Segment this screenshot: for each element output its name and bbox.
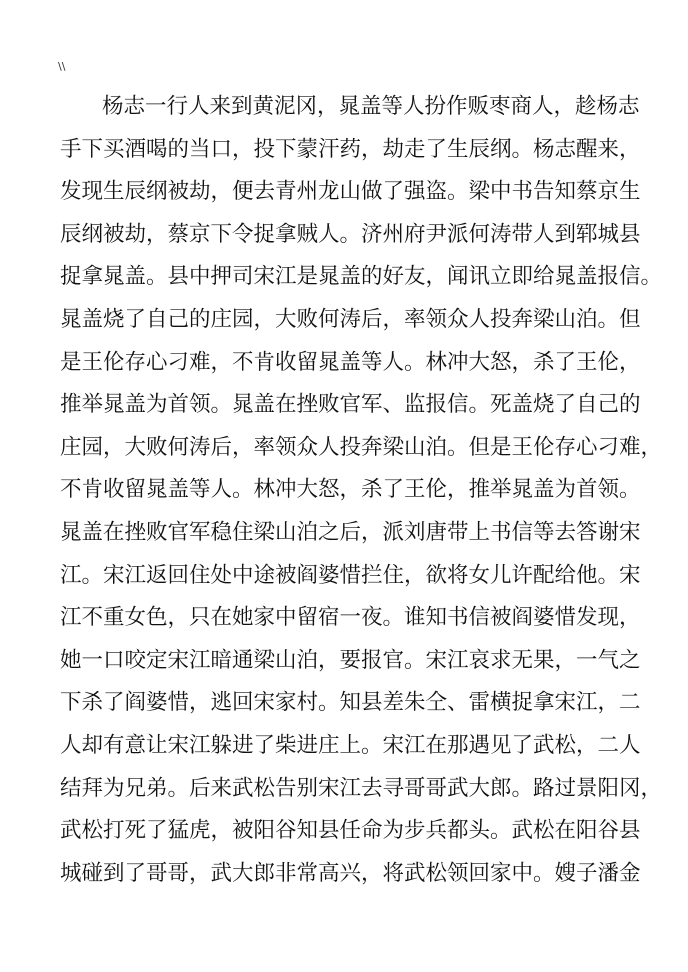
page-marker: \\ [58,60,66,73]
text-line: 结拜为兄弟。后来武松告别宋江去寻哥哥武大郎。路过景阳冈， [60,775,663,801]
text-line: 城碰到了哥哥，武大郎非常高兴，将武松领回家中。嫂子潘金 [60,860,641,886]
text-line: 庄园，大败何涛后，率领众人投奔梁山泊。但是王伦存心刁难， [60,434,663,460]
text-line: 江不重女色，只在她家中留宿一夜。谁知书信被阎婆惜发现， [60,605,641,631]
text-line: 武松打死了猛虎，被阳谷知县任命为步兵都头。武松在阳谷县 [60,818,641,844]
text-line: 晁盖在挫败官军稳住梁山泊之后，派刘唐带上书信等去答谢宋 [60,519,641,545]
text-line: 是王伦存心刁难，不肯收留晁盖等人。林冲大怒，杀了王伦， [60,349,641,375]
text-line: 不肯收留晁盖等人。林冲大怒，杀了王伦，推举晁盖为首领。 [60,477,641,503]
text-line: 杨志一行人来到黄泥冈，晁盖等人扮作贩枣商人，趁杨志 [102,94,640,119]
text-line: 辰纲被劫，蔡京下令捉拿贼人。济州府尹派何涛带人到郓城县 [60,221,641,247]
text-line: 人却有意让宋江躲进了柴进庄上。宋江在那遇见了武松，二人 [60,732,641,758]
text-line: 捉拿晁盖。县中押司宋江是晁盖的好友，闻讯立即给晁盖报信。 [60,264,663,290]
text-line: 手下买酒喝的当口，投下蒙汗药，劫走了生辰纲。杨志醒来， [60,136,641,162]
text-line: 晁盖烧了自己的庄园，大败何涛后，率领众人投奔梁山泊。但 [60,306,641,332]
text-line: 江。宋江返回住处中途被阎婆惜拦住，欲将女儿许配给他。宋 [60,562,641,588]
text-line: 发现生辰纲被劫，便去青州龙山做了强盗。梁中书告知蔡京生 [60,179,641,205]
body-text [60,86,663,895]
text-line: 推举晁盖为首领。晁盖在挫败官军、监报信。死盖烧了自己的 [60,392,641,418]
text-line: 她一口咬定宋江暗通梁山泊，要报官。宋江哀求无果，一气之 [60,647,641,673]
text-line: 下杀了阎婆惜，逃回宋家村。知县差朱仝、雷横捉拿宋江，二 [60,690,641,716]
